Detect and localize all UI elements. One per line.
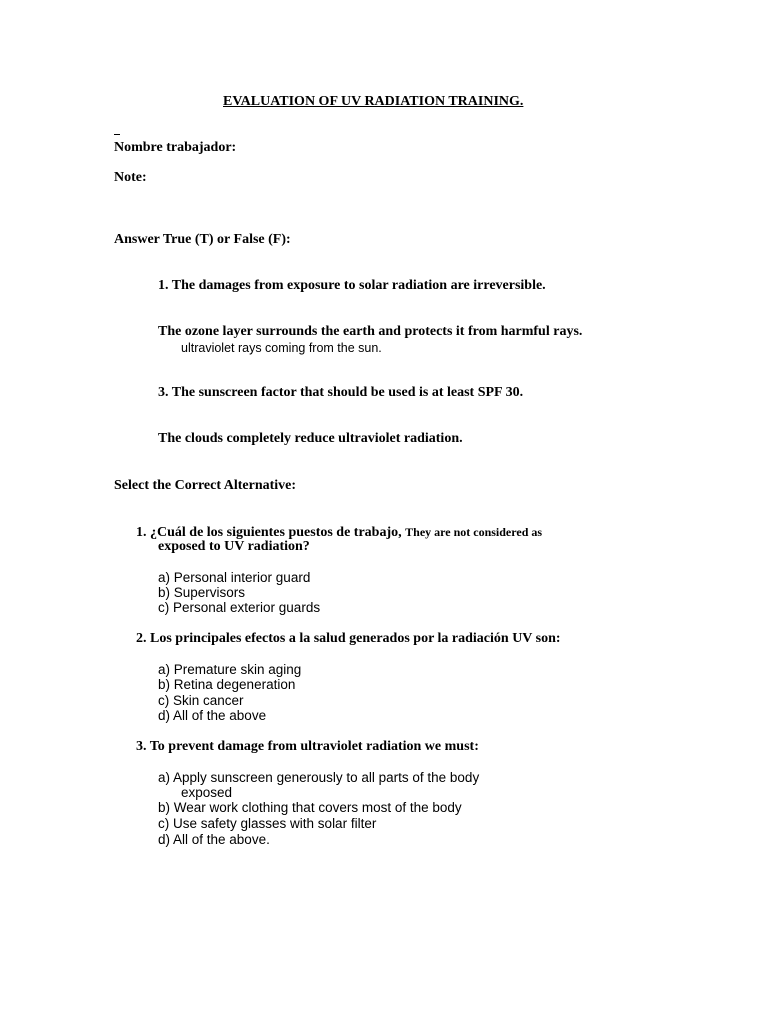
mc-q2-option-c: c) Skin cancer [158,693,244,708]
mc-q3-option-d: d) All of the above. [158,832,270,847]
mc-q1-option-a: a) Personal interior guard [158,570,311,585]
mc-question-1-text: 1. ¿Cuál de los siguientes puestos de trabajo, [136,525,402,540]
mc-q2-option-b: b) Retina degeneration [158,677,296,692]
mc-q2-option-a: a) Premature skin aging [158,662,302,677]
mc-q1-option-b: b) Supervisors [158,585,246,600]
mc-question-1-text-cont: They are not considered as [405,525,543,539]
mc-q3-option-b: b) Wear work clothing that covers most of the body [158,800,462,815]
mc-question-2: 2. Los principales efectos a la salud generados por la radiación UV son: [136,631,561,646]
mc-q3-option-c: c) Use safety glasses with solar filter [158,816,377,831]
multiple-choice-heading: Select the Correct Alternative: [114,478,297,493]
dash-mark [114,134,120,135]
true-false-heading: Answer True (T) or False (F): [114,232,291,247]
tf-question-4: The clouds completely reduce ultraviolet radiation. [158,431,463,446]
mc-question-3: 3. To prevent damage from ultraviolet radiation we must: [136,739,479,754]
tf-question-1: 1. The damages from exposure to solar radiation are irreversible. [158,278,546,293]
mc-q2-option-d: d) All of the above [158,708,267,723]
mc-question-1-line2: exposed to UV radiation? [158,539,310,554]
tf-question-2-continuation: ultraviolet rays coming from the sun. [181,341,382,355]
tf-question-2: The ozone layer surrounds the earth and protects it from harmful rays. [158,324,583,339]
worker-name-label: Nombre trabajador: [114,140,237,155]
tf-question-3: 3. The sunscreen factor that should be used is at least SPF 30. [158,385,524,400]
note-label: Note: [114,170,147,185]
mc-q3-option-a: a) Apply sunscreen generously to all parts of the body [158,770,480,785]
mc-q1-option-c: c) Personal exterior guards [158,600,321,615]
mc-q3-option-a-continuation: exposed [181,785,233,800]
document-title: EVALUATION OF UV RADIATION TRAINING. [223,94,524,109]
